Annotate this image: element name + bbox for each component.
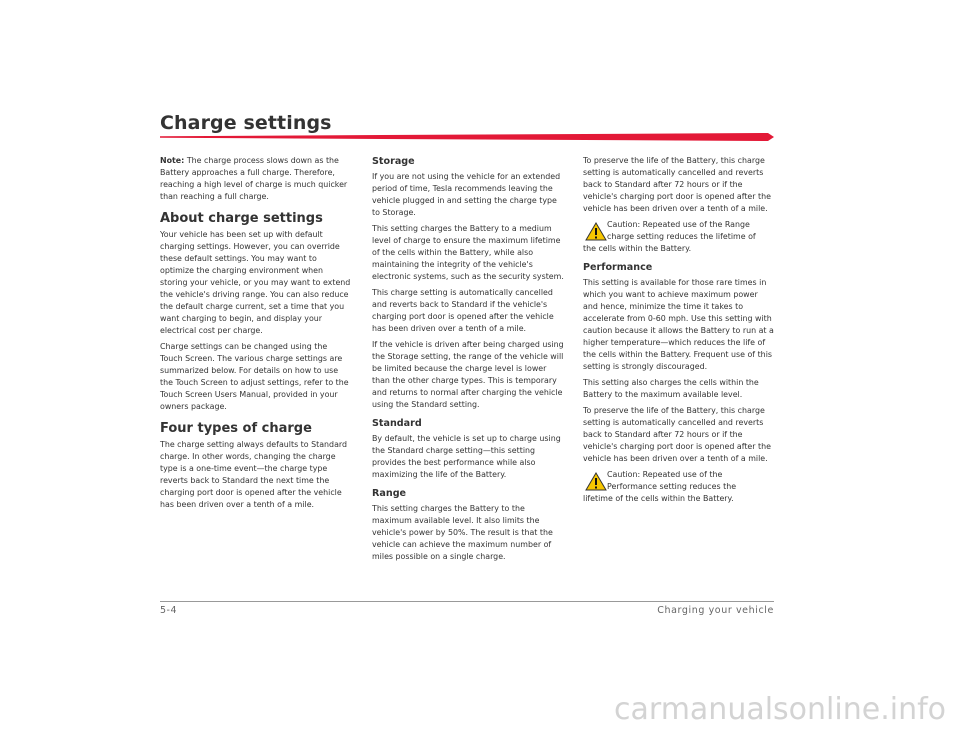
about-paragraph-2: Charge settings can be changed using the Touch Screen. The various charge settings are summarized below. For details on how to use the Touch Screen to adjust settings, refer to the Touch Screen Users Manual, provided in your owners package. xyxy=(160,342,349,411)
caution-performance xyxy=(583,469,775,505)
warning-icon xyxy=(585,222,607,241)
watermark: carmanualsonline.info xyxy=(614,692,946,727)
four-types-paragraph: The charge setting always defaults to Standard charge. In other words, changing the charge type is a one-time event—the charge type reverts back to Standard the next time the charging port door is opened after the vehicle has been driven over a tenth of a mile. xyxy=(160,440,348,509)
about-heading: About charge settings xyxy=(160,211,323,226)
note-paragraph xyxy=(160,155,352,203)
performance-paragraph-2: This setting also charges the cells within the Battery to the maximum available level. xyxy=(583,378,759,399)
storage-paragraph-1: If you are not using the vehicle for an extended period of time, Tesla recommends leaving the vehicle plugged in and setting the charge type to Storage. xyxy=(372,172,561,217)
page-number: 5-4 xyxy=(160,605,178,616)
standard-heading: Standard xyxy=(372,418,422,429)
column-middle xyxy=(372,155,564,567)
caution-range-line-2: charge setting reduces the lifetime of xyxy=(607,232,756,241)
performance-paragraph-3: To preserve the life of the Battery, this charge setting is automatically cancelled and reverts back to Standard after 72 hours or if the vehicle's charging port door is opened after the vehicle has been driven over a tenth of a mile. xyxy=(583,406,771,463)
performance-heading: Performance xyxy=(583,262,653,273)
storage-heading: Storage xyxy=(372,156,415,167)
about-paragraph-1: Your vehicle has been set up with default charging settings. However, you can override these default settings. You may want to optimize the charging environment when storing your vehicle, or you may want to extend the vehicle's driving range. You can also reduce the default charge current, set a time that you want charging to begin, and display your electrical cost per charge. xyxy=(160,230,351,335)
section-title: Charging your vehicle xyxy=(657,605,774,616)
storage-paragraph-4: If the vehicle is driven after being charged using the Storage setting, the range of the vehicle will be limited because the charge level is lower than the other charge types. This is temporary and returns to normal after charging the vehicle using the Standard setting. xyxy=(372,340,564,409)
caution-range-line-1: Caution: Repeated use of the Range xyxy=(607,220,750,229)
standard-paragraph: By default, the vehicle is set up to charge using the Standard charge setting—this setting provides the best performance while also maximizing the life of the Battery. xyxy=(372,434,561,479)
storage-paragraph-2: This setting charges the Battery to a medium level of charge to ensure the maximum lifetime of the cells within the Battery, while also maintaining the integrity of the vehicle's electronic systems, such as the security system. xyxy=(372,224,564,281)
range-paragraph: This setting charges the Battery to the maximum available level. It also limits the vehicle's power by 50%. The result is that the vehicle can achieve the maximum number of miles possible on a single charge. xyxy=(372,504,553,561)
caution-range-line-3: the cells within the Battery. xyxy=(583,244,692,253)
caution-range xyxy=(583,219,775,255)
footer-rule xyxy=(160,601,774,602)
caution-performance-line-2: Performance setting reduces the xyxy=(607,482,737,491)
storage-paragraph-3: This charge setting is automatically cancelled and reverts back to Standard if the vehicle's charging port door is opened after the vehicle has been driven over a tenth of a mile. xyxy=(372,288,554,333)
note-label: Note: xyxy=(160,156,185,165)
four-types-heading: Four types of charge xyxy=(160,421,312,436)
page-title: Charge settings xyxy=(160,112,332,134)
caution-performance-line-1: Caution: Repeated use of the xyxy=(607,470,723,479)
range-preserve-paragraph: To preserve the life of the Battery, this charge setting is automatically cancelled and reverts back to Standard after 72 hours or if the vehicle's charging port door is opened after the vehicle has been driven over a tenth of a mile. xyxy=(583,156,771,213)
warning-icon xyxy=(585,472,607,491)
note-text: The charge process slows down as the Battery approaches a full charge. Therefore, reaching a high level of charge is much quicker than reaching a full charge. xyxy=(160,156,348,201)
title-accent-rule xyxy=(160,133,774,141)
column-right xyxy=(583,155,775,511)
performance-paragraph-1: This setting is available for those rare times in which you want to achieve maximum power and hence, minimize the time it takes to accelerate from 0-60 mph. Use this setting with caution because it allows the Battery to run at a higher temperature—which reduces the life of the cells within the Battery. Frequent use of this setting is strongly discouraged. xyxy=(583,278,774,371)
column-left xyxy=(160,155,352,515)
range-heading: Range xyxy=(372,488,407,499)
caution-performance-line-3: lifetime of the cells within the Battery. xyxy=(583,494,734,503)
